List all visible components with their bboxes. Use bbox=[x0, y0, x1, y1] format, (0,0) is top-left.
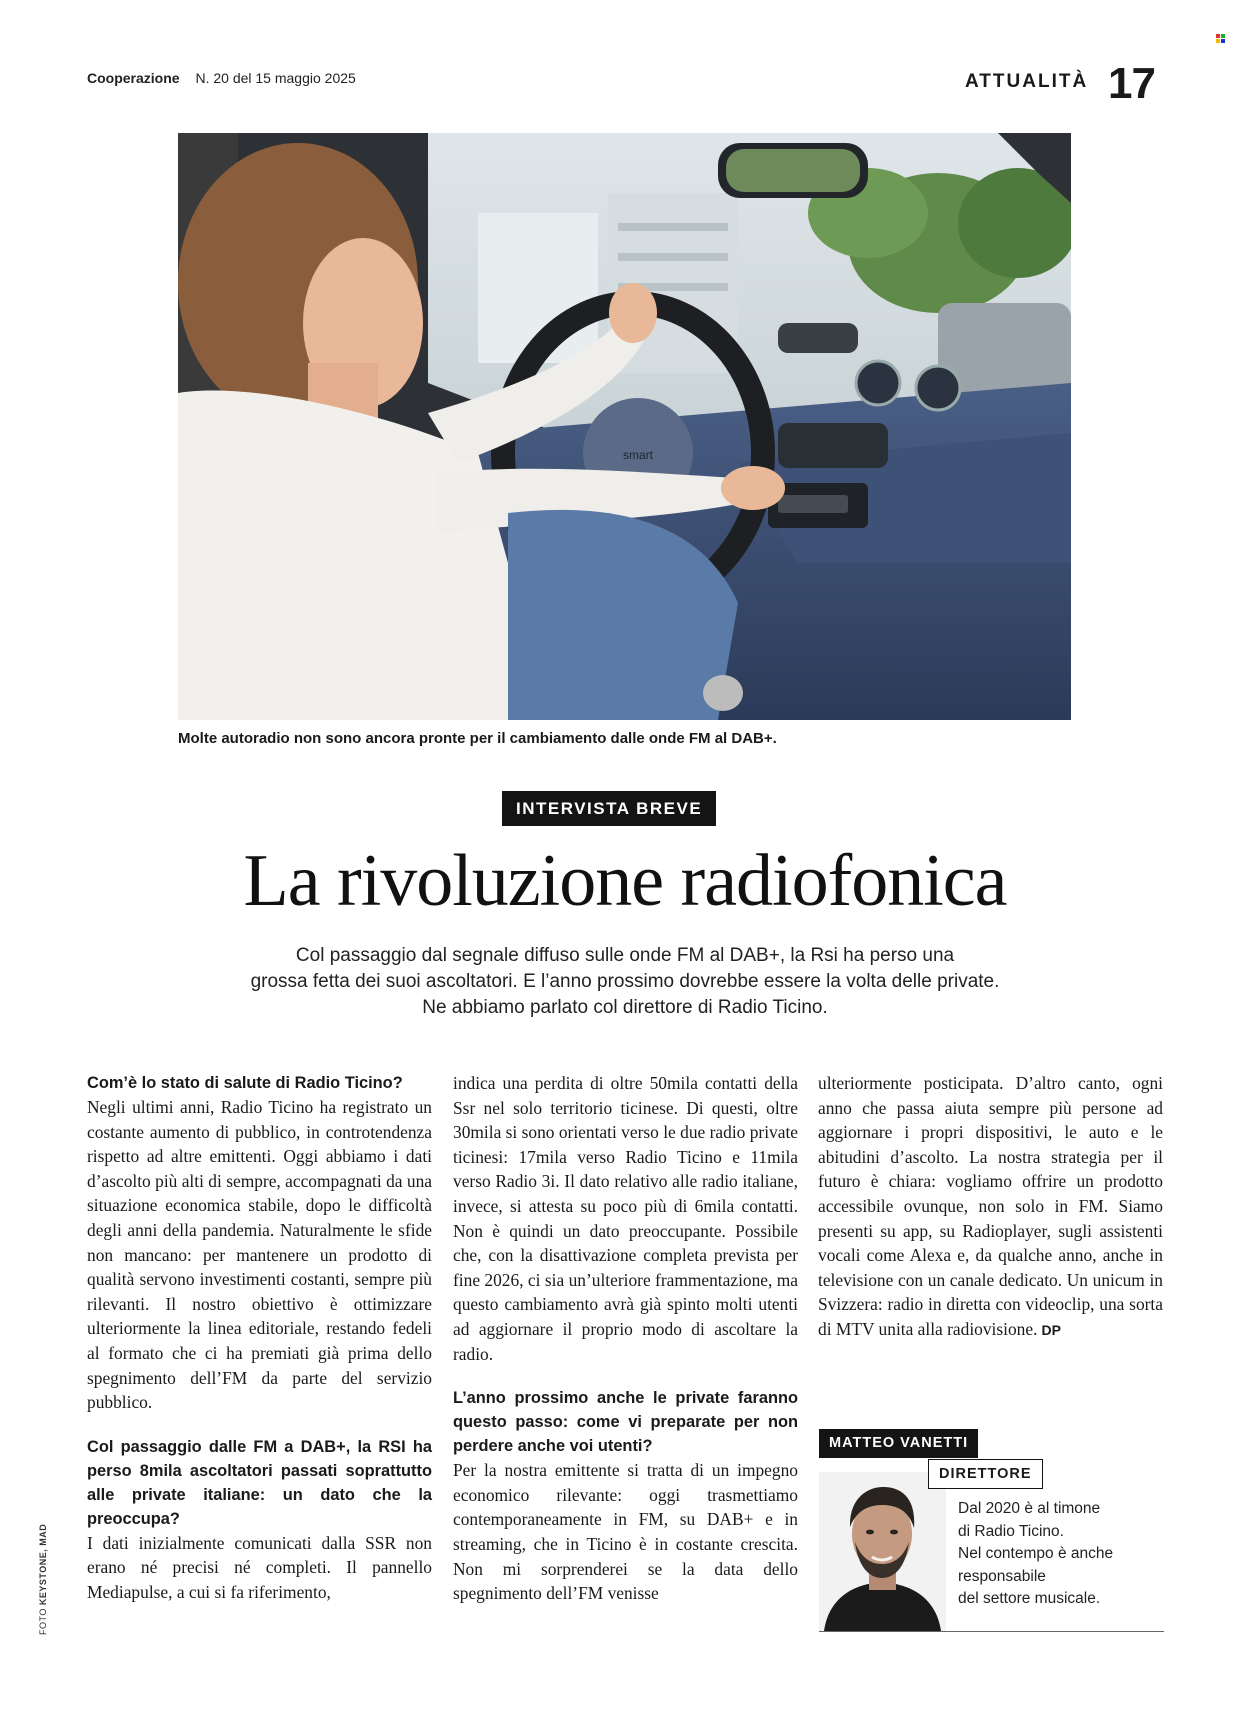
interview-question-2: Col passaggio dalle FM a DAB+, la RSI ha perso 8mila ascoltatori passati soprattutto alle private italiane: un dato che la preoccupa? bbox=[87, 1437, 432, 1528]
article-column-2 bbox=[453, 1071, 798, 1606]
bio-line: Dal 2020 è al timone bbox=[958, 1500, 1101, 1517]
article-standfirst bbox=[200, 943, 1050, 1021]
photo-caption: Molte autoradio non sono ancora pronte per il cambiamento dalle onde FM al DAB+. bbox=[178, 730, 777, 747]
steering-wheel-logo: smart bbox=[623, 448, 653, 462]
page-number: 17 bbox=[1108, 59, 1155, 108]
masthead bbox=[87, 70, 356, 86]
article-kicker: INTERVISTA BREVE bbox=[502, 791, 716, 826]
interview-question-1: Com’è lo stato di salute di Radio Ticino? bbox=[87, 1074, 403, 1092]
profile-bio bbox=[958, 1498, 1158, 1611]
interview-question-3: L’anno prossimo anche le private faranno questo passo: come vi preparate per non perdere anche voi utenti? bbox=[453, 1389, 798, 1456]
color-registration-mark bbox=[1216, 34, 1225, 43]
interview-answer-2-part-2: indica una perdita di oltre 50mila contatti della Ssr nel solo territorio ticinese. Di questi, oltre 30mila si sono orientati verso le due radio private ticinesi: 17mila verso Radio Ticino e 11mila verso Radio 3i. Il dato relativo alle radio italiane, invece, si attesta su poco più di 6mila contatti. Non è quindi un dato preoccupante. Possibile che, con la disattivazione completa prevista per fine 2026, ci sia un’ulteriore frammentazione, ma questo cambiamento avrà già spinto molti utenti ad aggiornare il proprio modo di ascoltare la radio. bbox=[453, 1073, 798, 1364]
portrait-photo bbox=[819, 1472, 946, 1631]
interview-answer-3-part-2 bbox=[818, 1071, 1163, 1343]
section-label: ATTUALITÀ bbox=[965, 71, 1089, 92]
standfirst-line: grossa fetta dei suoi ascoltatori. E l’anno prossimo dovrebbe essere la volta delle private. bbox=[250, 971, 1000, 992]
interview-answer-1: Negli ultimi anni, Radio Ticino ha registrato un costante aumento di pubblico, in controtendenza rispetto ad altre emittenti. Oggi abbiamo i dati d’ascolto più alti di sempre, accompagnati da una situazione economica stabile, dopo le difficoltà degli anni della pandemia. Naturalmente le sfide non mancano: per mantenere un prodotto di qualità servono investimenti costanti, sempre più rilevanti. Il nostro obiettivo è ottimizzare ulteriormente la linea editoriale, restando fedeli al formato che ci ha premiati già prima dello spegnimento dell’FM da parte del servizio pubblico. bbox=[87, 1097, 432, 1413]
bio-line: Nel contempo è anche bbox=[958, 1545, 1114, 1563]
answer-3-text: ulteriormente posticipata. D’altro canto, ogni anno che passa aiuta sempre più persone ad aggiornare i propri dispositivi, le auto e le abitudini d’ascolto. La nostra strategia per il futuro è chiara: vogliamo offrire un prodotto accessibile ovunque, non solo in FM. Siamo presenti su app, su Radioplayer, sugli assistenti vocali come Alexa e, da qualche anno, anche in televisione con un canale dedicato. Un unicum in Svizzera: radio in diretta con videoclip, una sorta di MTV unita alla radiovisione. bbox=[818, 1073, 1163, 1339]
bio-line: responsabile bbox=[958, 1567, 1046, 1585]
article-column-3 bbox=[818, 1071, 1163, 1343]
profile-name: MATTEO VANETTI bbox=[819, 1429, 978, 1458]
car-interior-illustration bbox=[178, 133, 1071, 720]
portrait-illustration bbox=[819, 1472, 946, 1631]
article-photo bbox=[178, 133, 1071, 720]
article-column-1 bbox=[87, 1071, 432, 1605]
issue-info: N. 20 del 15 maggio 2025 bbox=[195, 70, 356, 86]
article-headline: La rivoluzione radiofonica bbox=[243, 840, 1007, 922]
photo-credit bbox=[38, 1524, 48, 1635]
interview-answer-3-part-1: Per la nostra emittente si tratta di un impegno economico rilevante: oggi trasmettiamo contemporaneamente in FM, su DAB+ e in streaming, che in Ticino è in costante crescita. Non mi sorprenderei se la data dello spegnimento dell’FM venisse bbox=[453, 1460, 798, 1604]
credit-label: FOTO bbox=[38, 1608, 48, 1635]
profile-role: DIRETTORE bbox=[928, 1459, 1043, 1489]
bio-line: di Radio Ticino. bbox=[958, 1522, 1064, 1540]
interview-answer-2-part-1: I dati inizialmente comunicati dalla SSR non erano né precisi né completi. Il pannello Mediapulse, a cui si fa riferimento, bbox=[87, 1532, 432, 1602]
credit-sources: KEYSTONE, MAD bbox=[38, 1523, 48, 1606]
standfirst-line: Ne abbiamo parlato col direttore di Radio Ticino. bbox=[422, 997, 828, 1018]
bio-line: del settore musicale. bbox=[958, 1590, 1101, 1608]
author-signature: DP bbox=[1041, 1321, 1061, 1338]
publication-name: Cooperazione bbox=[87, 70, 180, 86]
standfirst-line: Col passaggio dal segnale diffuso sulle onde FM al DAB+, la Rsi ha perso una bbox=[295, 945, 955, 966]
